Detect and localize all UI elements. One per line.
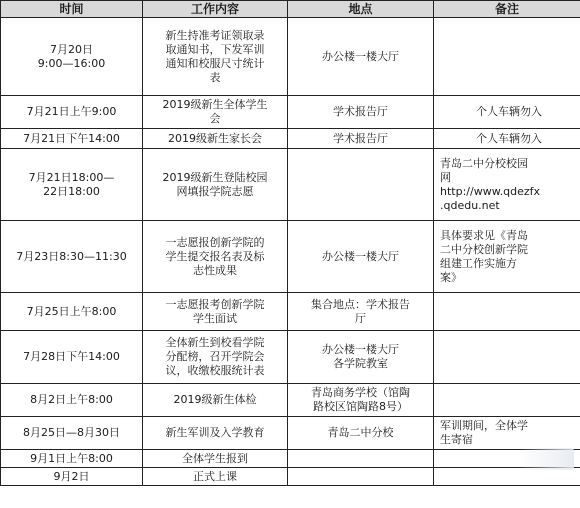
cell-content: 正式上课 <box>143 468 288 486</box>
cell-content: 2019级新生登陆校园 网填报学院志愿 <box>143 149 288 221</box>
cell-time: 7月28日下午14:00 <box>1 331 143 384</box>
cell-content: 一志愿报考创新学院 学生面试 <box>143 293 288 331</box>
header-time: 时间 <box>1 1 143 18</box>
cell-note <box>434 468 580 486</box>
header-row <box>1 1 580 18</box>
table-row <box>1 384 580 417</box>
cell-place <box>288 149 434 221</box>
table-row <box>1 149 580 221</box>
header-content: 工作内容 <box>143 1 288 18</box>
cell-content: 全体学生报到 <box>143 450 288 468</box>
cell-content: 2019级新生全体学生 会 <box>143 96 288 129</box>
cell-note: 具体要求见《青岛 二中分校创新学院 组建工作实施方 案》 <box>434 221 580 293</box>
cell-note <box>434 18 580 96</box>
table-row <box>1 221 580 293</box>
cell-place <box>288 450 434 468</box>
cell-time: 9月1日上午8:00 <box>1 450 143 468</box>
table-row <box>1 96 580 129</box>
cell-note <box>434 331 580 384</box>
cell-note <box>434 293 580 331</box>
header-note: 备注 <box>434 1 580 18</box>
cell-content: 一志愿报创新学院的 学生提交报名表及标 志性成果 <box>143 221 288 293</box>
table-row <box>1 293 580 331</box>
cell-content: 2019级新生体检 <box>143 384 288 417</box>
cell-place: 集合地点：学术报告 厅 <box>288 293 434 331</box>
cell-place: 青岛商务学校（馆陶 路校区馆陶路8号） <box>288 384 434 417</box>
cell-content: 新生军训及入学教育 <box>143 417 288 450</box>
table-row <box>1 417 580 450</box>
cell-place: 学术报告厅 <box>288 96 434 129</box>
cell-time: 7月20日 9:00—16:00 <box>1 18 143 96</box>
cell-time: 7月21日18:00— 22日18:00 <box>1 149 143 221</box>
cell-note: 青岛二中分校校园 网 http://www.qdezfx .qdedu.net <box>434 149 580 221</box>
table-row <box>1 450 580 468</box>
cell-time: 7月23日8:30—11:30 <box>1 221 143 293</box>
cell-note <box>434 384 580 417</box>
watermark-overlay <box>518 448 574 470</box>
cell-time: 8月2日上午8:00 <box>1 384 143 417</box>
cell-place: 办公楼一楼大厅 <box>288 221 434 293</box>
cell-time: 9月2日 <box>1 468 143 486</box>
cell-content: 全体新生到校看学院 分配榜，召开学院会 议，收缴校服统计表 <box>143 331 288 384</box>
cell-time: 7月21日下午14:00 <box>1 129 143 149</box>
cell-content: 新生持准考证领取录 取通知书，下发军训 通知和校服尺寸统计 表 <box>143 18 288 96</box>
cell-note: 军训期间，全体学 生寄宿 <box>434 417 580 450</box>
cell-time: 8月25日—8月30日 <box>1 417 143 450</box>
cell-content: 2019级新生家长会 <box>143 129 288 149</box>
cell-time: 7月25日上午8:00 <box>1 293 143 331</box>
table-row <box>1 468 580 486</box>
cell-place: 学术报告厅 <box>288 129 434 149</box>
table-row <box>1 129 580 149</box>
cell-place: 办公楼一楼大厅 <box>288 18 434 96</box>
header-place: 地点 <box>288 1 434 18</box>
cell-place <box>288 468 434 486</box>
cell-note: 个人车辆勿入 <box>434 129 580 149</box>
cell-place: 办公楼一楼大厅 各学院教室 <box>288 331 434 384</box>
cell-time: 7月21日上午9:00 <box>1 96 143 129</box>
cell-note: 个人车辆勿入 <box>434 96 580 129</box>
table-row <box>1 18 580 96</box>
cell-place: 青岛二中分校 <box>288 417 434 450</box>
table-row <box>1 331 580 384</box>
